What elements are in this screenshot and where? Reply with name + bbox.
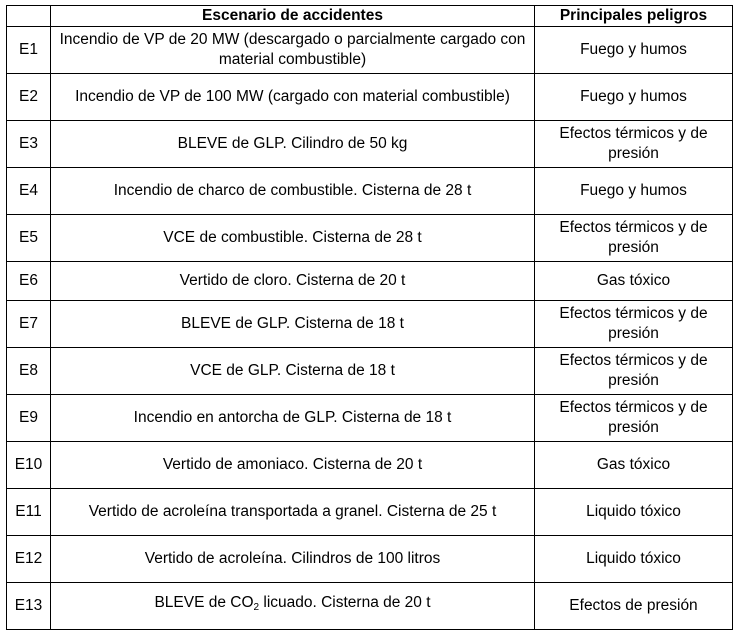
- row-scenario: Incendio de VP de 100 MW (cargado con material combustible): [51, 74, 535, 121]
- subscript-2: 2: [253, 602, 260, 614]
- row-id: E10: [7, 441, 51, 488]
- accident-scenarios-table: [6, 5, 733, 630]
- row-scenario: Vertido de cloro. Cisterna de 20 t: [51, 262, 535, 301]
- row-hazard: Efectos térmicos y de presión: [535, 347, 733, 394]
- row-id: E4: [7, 168, 51, 215]
- table-row: [7, 535, 733, 582]
- row-id: E6: [7, 262, 51, 301]
- row-scenario: VCE de GLP. Cisterna de 18 t: [51, 347, 535, 394]
- row-scenario: Vertido de acroleína. Cilindros de 100 litros: [51, 535, 535, 582]
- header-hazard: Principales peligros: [535, 6, 733, 27]
- row-hazard: Efectos de presión: [535, 582, 733, 629]
- table-row: [7, 300, 733, 347]
- row-id: E3: [7, 121, 51, 168]
- row-id: E1: [7, 27, 51, 74]
- row-scenario: Vertido de acroleína transportada a granel. Cisterna de 25 t: [51, 488, 535, 535]
- header-id: [7, 6, 51, 27]
- row-id: E7: [7, 300, 51, 347]
- table-row: [7, 121, 733, 168]
- table-row: [7, 27, 733, 74]
- row-hazard: Liquido tóxico: [535, 535, 733, 582]
- table-row: [7, 347, 733, 394]
- table-row: [7, 441, 733, 488]
- table-row: [7, 168, 733, 215]
- scenario-text: BLEVE de CO: [154, 594, 254, 612]
- row-hazard: Fuego y humos: [535, 74, 733, 121]
- row-hazard: Fuego y humos: [535, 168, 733, 215]
- table-row: [7, 262, 733, 301]
- row-id: E2: [7, 74, 51, 121]
- table-row: [7, 582, 733, 629]
- row-id: E13: [7, 582, 51, 629]
- row-scenario: Incendio de charco de combustible. Cisterna de 28 t: [51, 168, 535, 215]
- row-hazard: Liquido tóxico: [535, 488, 733, 535]
- row-hazard: Gas tóxico: [535, 441, 733, 488]
- table-row: [7, 215, 733, 262]
- row-id: E5: [7, 215, 51, 262]
- row-scenario: Vertido de amoniaco. Cisterna de 20 t: [51, 441, 535, 488]
- row-hazard: Efectos térmicos y de presión: [535, 300, 733, 347]
- header-scenario: Escenario de accidentes: [51, 6, 535, 27]
- row-id: E12: [7, 535, 51, 582]
- row-id: E11: [7, 488, 51, 535]
- table-row: [7, 74, 733, 121]
- table-row: [7, 488, 733, 535]
- row-id: E8: [7, 347, 51, 394]
- row-hazard: Fuego y humos: [535, 27, 733, 74]
- table-row: [7, 394, 733, 441]
- row-scenario: [51, 582, 535, 629]
- scenario-text-rest: licuado. Cisterna de 20 t: [259, 594, 431, 612]
- row-id: E9: [7, 394, 51, 441]
- row-scenario: VCE de combustible. Cisterna de 28 t: [51, 215, 535, 262]
- row-hazard: Efectos térmicos y de presión: [535, 121, 733, 168]
- row-scenario: BLEVE de GLP. Cilindro de 50 kg: [51, 121, 535, 168]
- row-scenario: Incendio de VP de 20 MW (descargado o parcialmente cargado con material combustible): [51, 27, 535, 74]
- row-hazard: Gas tóxico: [535, 262, 733, 301]
- row-scenario: BLEVE de GLP. Cisterna de 18 t: [51, 300, 535, 347]
- row-scenario: Incendio en antorcha de GLP. Cisterna de 18 t: [51, 394, 535, 441]
- row-hazard: Efectos térmicos y de presión: [535, 394, 733, 441]
- header-row: [7, 6, 733, 27]
- row-hazard: Efectos térmicos y de presión: [535, 215, 733, 262]
